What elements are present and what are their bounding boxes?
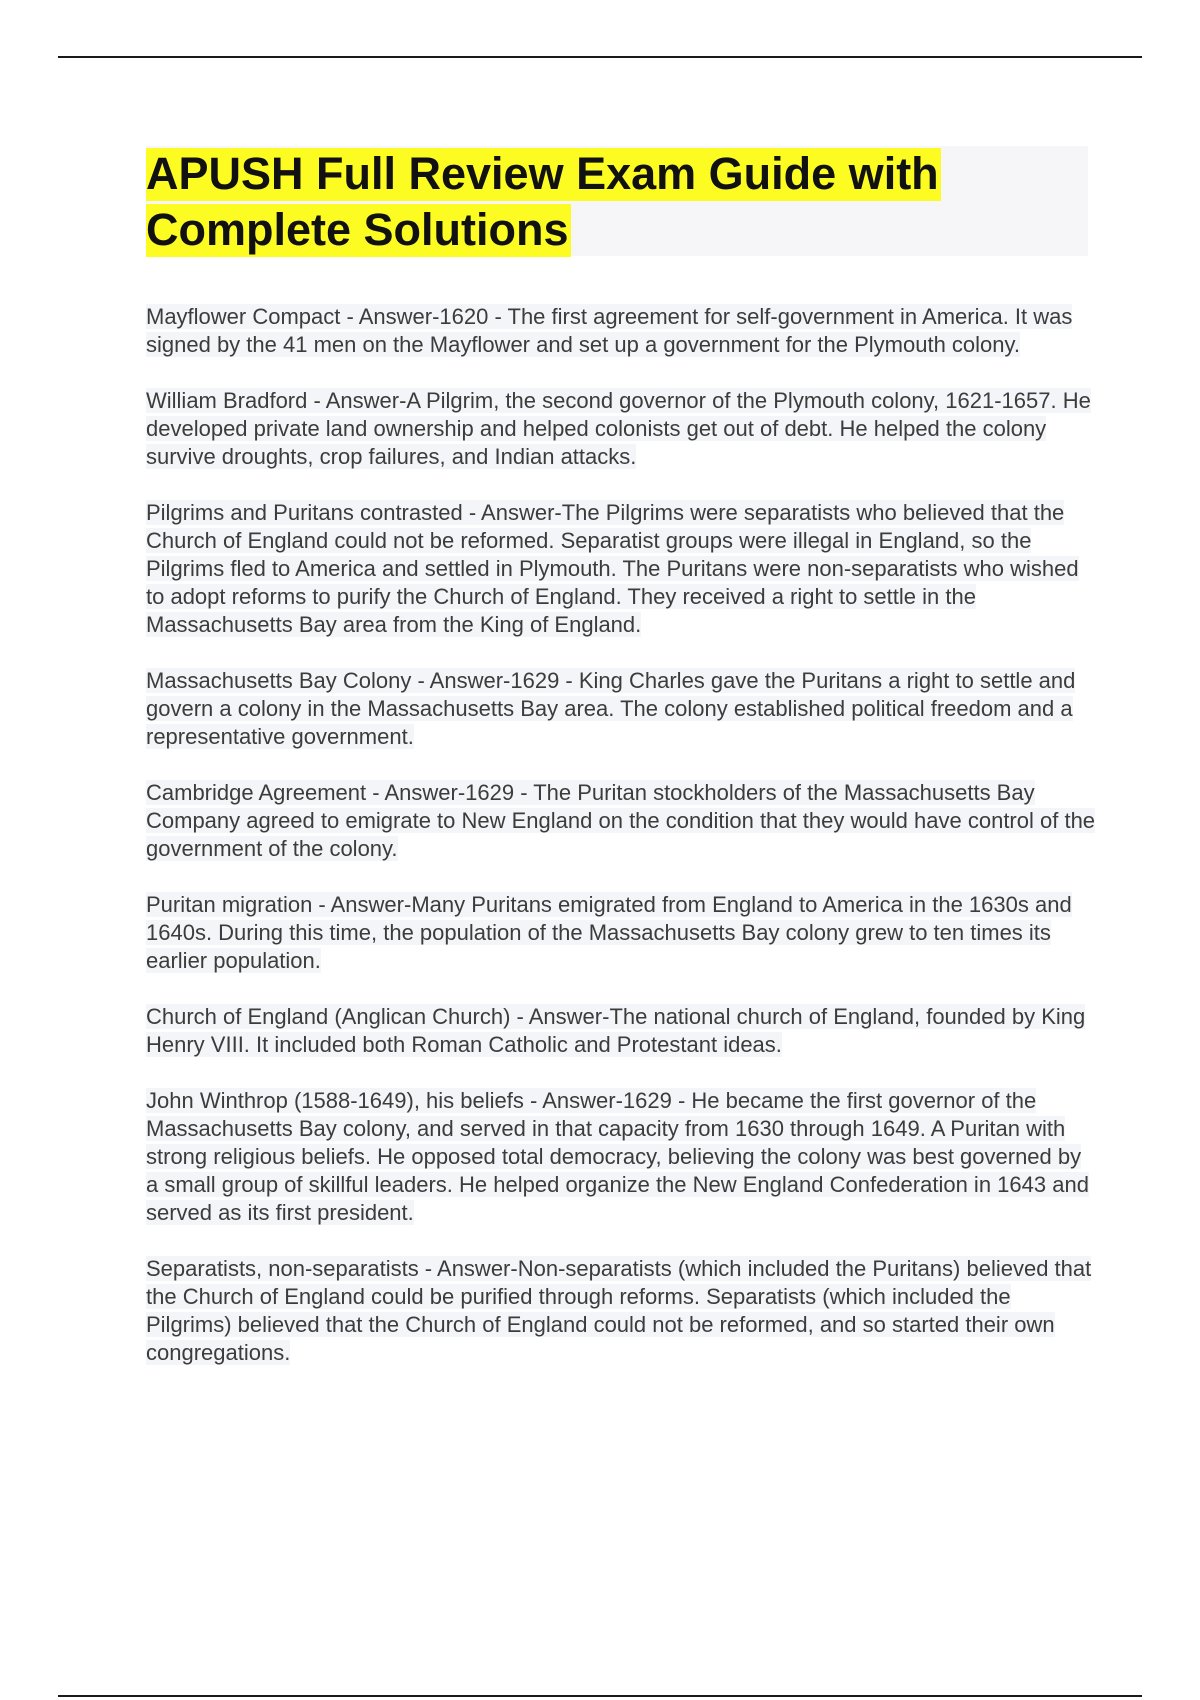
- entry-text: Puritan migration - Answer-Many Puritans emigrated from England to America in the 1630s and 1640s. During this time, the population of the Massachusetts Bay colony grew to ten times its earlier population.: [146, 892, 1072, 973]
- entry-text: Pilgrims and Puritans contrasted - Answer-The Pilgrims were separatists who believed that the Church of England could not be reformed. Separatist groups were illegal in England, so the Pilgrims fled to America and settled in Plymouth. The Puritans were non-separatists who wished to adopt reforms to purify the Church of England. They received a right to settle in the Massachusetts Bay area from the King of England.: [146, 500, 1079, 637]
- entry-john-winthrop: [146, 1087, 1096, 1227]
- entry-cambridge-agreement: [146, 779, 1096, 863]
- entry-separatists: [146, 1255, 1096, 1367]
- entry-puritan-migration: [146, 891, 1096, 975]
- entry-mayflower-compact: [146, 303, 1096, 359]
- bottom-divider: [58, 1695, 1142, 1697]
- entry-text: Church of England (Anglican Church) - Answer-The national church of England, founded by King Henry VIII. It included both Roman Catholic and Protestant ideas.: [146, 1004, 1086, 1057]
- entry-text: Massachusetts Bay Colony - Answer-1629 - King Charles gave the Puritans a right to settle and govern a colony in the Massachusetts Bay area. The colony established political freedom and a representative government.: [146, 668, 1076, 749]
- top-divider: [58, 56, 1142, 58]
- entry-massachusetts-bay-colony: [146, 667, 1096, 751]
- entry-text: William Bradford - Answer-A Pilgrim, the second governor of the Plymouth colony, 1621-1657. He developed private land ownership and helped colonists get out of debt. He helped the colony survive droughts, crop failures, and Indian attacks.: [146, 388, 1091, 469]
- entry-william-bradford: [146, 387, 1096, 471]
- title-block: [146, 146, 1088, 256]
- entry-pilgrims-puritans: [146, 499, 1096, 639]
- entry-text: Cambridge Agreement - Answer-1629 - The Puritan stockholders of the Massachusetts Bay Company agreed to emigrate to New England on the condition that they would have control of the government of the colony.: [146, 780, 1096, 861]
- title-highlight: APUSH Full Review Exam Guide with Complete Solutions: [146, 148, 939, 255]
- entry-text: Mayflower Compact - Answer-1620 - The first agreement for self-government in America. It was signed by the 41 men on the Mayflower and set up a government for the Plymouth colony.: [146, 304, 1073, 357]
- entry-list: [146, 303, 1096, 1395]
- entry-church-of-england: [146, 1003, 1096, 1059]
- entry-text: John Winthrop (1588-1649), his beliefs - Answer-1629 - He became the first governor of the Massachusetts Bay colony, and served in that capacity from 1630 through 1649. A Puritan with strong religious beliefs. He opposed total democracy, believing the colony was best governed by a small group of skillful leaders. He helped organize the New England Confederation in 1643 and served as its first president.: [146, 1088, 1089, 1225]
- entry-text: Separatists, non-separatists - Answer-Non-separatists (which included the Puritans) believed that the Church of England could be purified through reforms. Separatists (which included the Pilgrims) believed that the Church of England could not be reformed, and so started their own congregations.: [146, 1256, 1092, 1365]
- document-title: [146, 146, 1088, 258]
